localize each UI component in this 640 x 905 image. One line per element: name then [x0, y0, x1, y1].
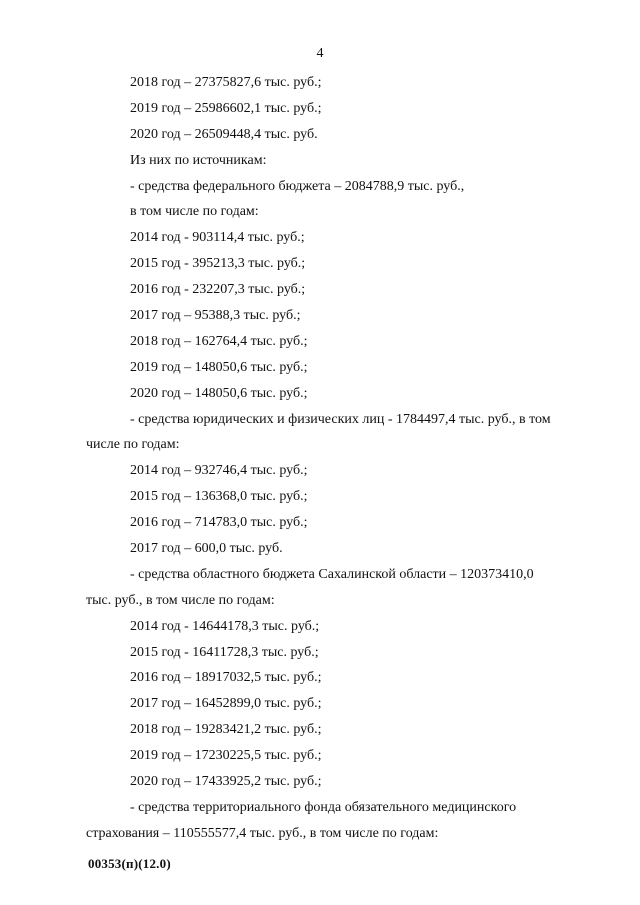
text-line: 2019 год – 17230225,5 тыс. руб.; [130, 748, 322, 764]
text-line: 2020 год – 148050,6 тыс. руб.; [130, 385, 308, 401]
text-line: 2014 год - 903114,4 тыс. руб.; [130, 230, 305, 246]
text-line: 2014 год – 932746,4 тыс. руб.; [130, 463, 308, 479]
text-line: 2015 год - 395213,3 тыс. руб.; [130, 256, 306, 272]
text-line: 2016 год – 18917032,5 тыс. руб.; [130, 670, 322, 686]
document-body [86, 70, 590, 847]
page-number: 4 [316, 46, 324, 61]
text-line: 2014 год - 14644178,3 тыс. руб.; [130, 618, 320, 634]
text-line: числе по годам: [86, 437, 180, 453]
text-line: 2018 год – 19283421,2 тыс. руб.; [130, 722, 322, 738]
text-line: 2016 год - 232207,3 тыс. руб.; [130, 282, 306, 298]
text-line: - средства территориального фонда обязательного медицинского [130, 799, 517, 815]
text-line: 2020 год – 17433925,2 тыс. руб.; [130, 774, 322, 790]
text-line: страхования – 110555577,4 тыс. руб., в том числе по годам: [86, 825, 439, 841]
text-line: 2018 год – 162764,4 тыс. руб.; [130, 333, 308, 349]
text-line: - средства юридических и физических лиц - 1784497,4 тыс. руб., в том [130, 411, 551, 427]
text-line: тыс. руб., в том числе по годам: [86, 592, 275, 608]
text-line: 2015 год – 136368,0 тыс. руб.; [130, 489, 308, 505]
text-line: - средства областного бюджета Сахалинской области – 120373410,0 [130, 566, 534, 582]
text-line: 2016 год – 714783,0 тыс. руб.; [130, 515, 308, 531]
text-line: - средства федерального бюджета – 2084788,9 тыс. руб., [130, 178, 465, 194]
text-line: в том числе по годам: [130, 204, 259, 220]
text-line: 2018 год – 27375827,6 тыс. руб.; [130, 75, 322, 90]
text-line: 2020 год – 26509448,4 тыс. руб. [130, 126, 318, 142]
text-line: 2017 год – 95388,3 тыс. руб.; [130, 308, 301, 324]
text-line: 2019 год – 25986602,1 тыс. руб.; [130, 100, 322, 116]
text-line: 2017 год – 600,0 тыс. руб. [130, 541, 283, 557]
document-code: 00353(п)(12.0) [88, 856, 171, 871]
text-line: 2017 год – 16452899,0 тыс. руб.; [130, 696, 322, 712]
text-line: 2019 год – 148050,6 тыс. руб.; [130, 359, 308, 375]
text-line: 2015 год - 16411728,3 тыс. руб.; [130, 644, 319, 660]
text-line: Из них по источникам: [130, 152, 267, 168]
